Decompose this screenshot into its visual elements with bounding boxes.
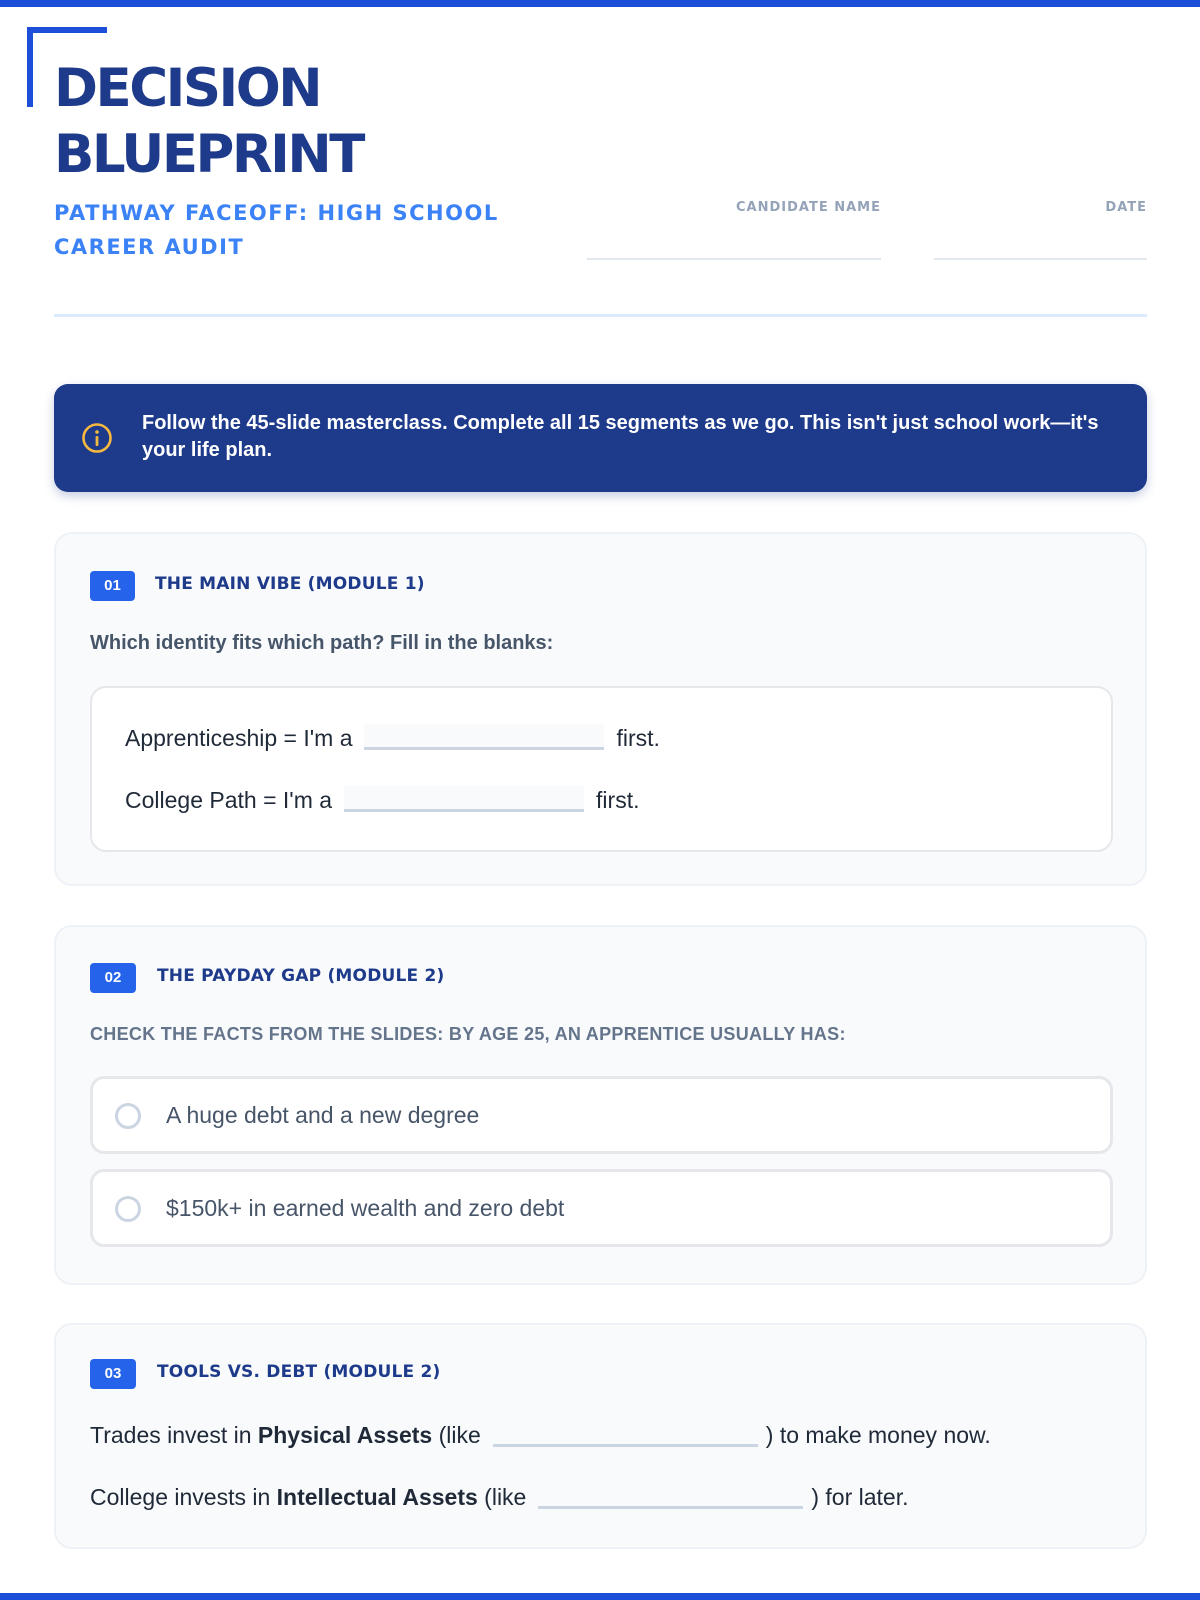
date-field[interactable] [934, 258, 1147, 260]
asset-mid: (like [438, 1422, 481, 1448]
blank-input[interactable] [493, 1421, 758, 1447]
asset-suffix: ) to make money now. [765, 1422, 991, 1448]
instruction-banner [54, 384, 1147, 492]
page-title [54, 56, 474, 188]
fill-in-suffix: first. [596, 787, 640, 813]
title-line-1: DECISION [54, 58, 321, 119]
fill-in-suffix: first. [616, 725, 660, 751]
asset-type: Physical Assets [257, 1422, 433, 1448]
radio-button[interactable] [115, 1196, 141, 1222]
section-number-badge: 03 [90, 1359, 136, 1389]
banner-text: Follow the 45-slide masterclass. Complete all 15 segments as we go. This isn't just school work—it's your life plan. [142, 412, 1099, 461]
top-accent-bar [0, 0, 1200, 7]
page-subtitle: PATHWAY FACEOFF: HIGH SCHOOL CAREER AUDIT [54, 201, 499, 259]
blank-input[interactable] [344, 786, 584, 812]
asset-row [90, 1483, 909, 1511]
radio-button[interactable] [115, 1103, 141, 1129]
section-card-03 [54, 1323, 1147, 1549]
option-label: A huge debt and a new degree [166, 1102, 480, 1128]
section-card-02 [54, 925, 1147, 1285]
answer-option[interactable] [90, 1076, 1113, 1154]
header-divider [54, 314, 1147, 317]
asset-row [90, 1421, 991, 1449]
candidate-name-field[interactable] [587, 258, 881, 260]
section-title: THE MAIN VIBE (MODULE 1) [155, 574, 425, 594]
asset-prefix: Trades invest in [90, 1422, 252, 1448]
fill-in-prefix: Apprenticeship = I'm a [125, 725, 353, 751]
blank-input[interactable] [364, 724, 604, 750]
section-title: THE PAYDAY GAP (MODULE 2) [157, 966, 445, 986]
candidate-name-label: CANDIDATE NAME [736, 200, 881, 215]
section-prompt: Which identity fits which path? Fill in the blanks: [90, 632, 554, 654]
fill-in-prefix: College Path = I'm a [125, 787, 333, 813]
option-label: $150k+ in earned wealth and zero debt [166, 1195, 565, 1221]
bottom-accent-bar [0, 1593, 1200, 1600]
section-title: TOOLS VS. DEBT (MODULE 2) [157, 1362, 441, 1382]
fill-in-box [90, 686, 1113, 852]
asset-mid: (like [484, 1484, 527, 1510]
section-card-01 [54, 532, 1147, 886]
fill-in-row [125, 786, 640, 814]
section-number-badge: 01 [90, 571, 135, 601]
asset-suffix: ) for later. [811, 1484, 909, 1510]
date-label: DATE [1105, 200, 1147, 215]
asset-type: Intellectual Assets [276, 1484, 478, 1510]
asset-prefix: College invests in [90, 1484, 271, 1510]
fill-in-row [125, 724, 660, 752]
answer-option[interactable] [90, 1169, 1113, 1247]
info-icon [81, 422, 113, 454]
blank-input[interactable] [538, 1483, 803, 1509]
title-line-2: BLUEPRINT [54, 124, 363, 185]
section-prompt: CHECK THE FACTS FROM THE SLIDES: BY AGE 25, AN APPRENTICE USUALLY HAS: [90, 1024, 846, 1044]
section-number-badge: 02 [90, 963, 136, 993]
